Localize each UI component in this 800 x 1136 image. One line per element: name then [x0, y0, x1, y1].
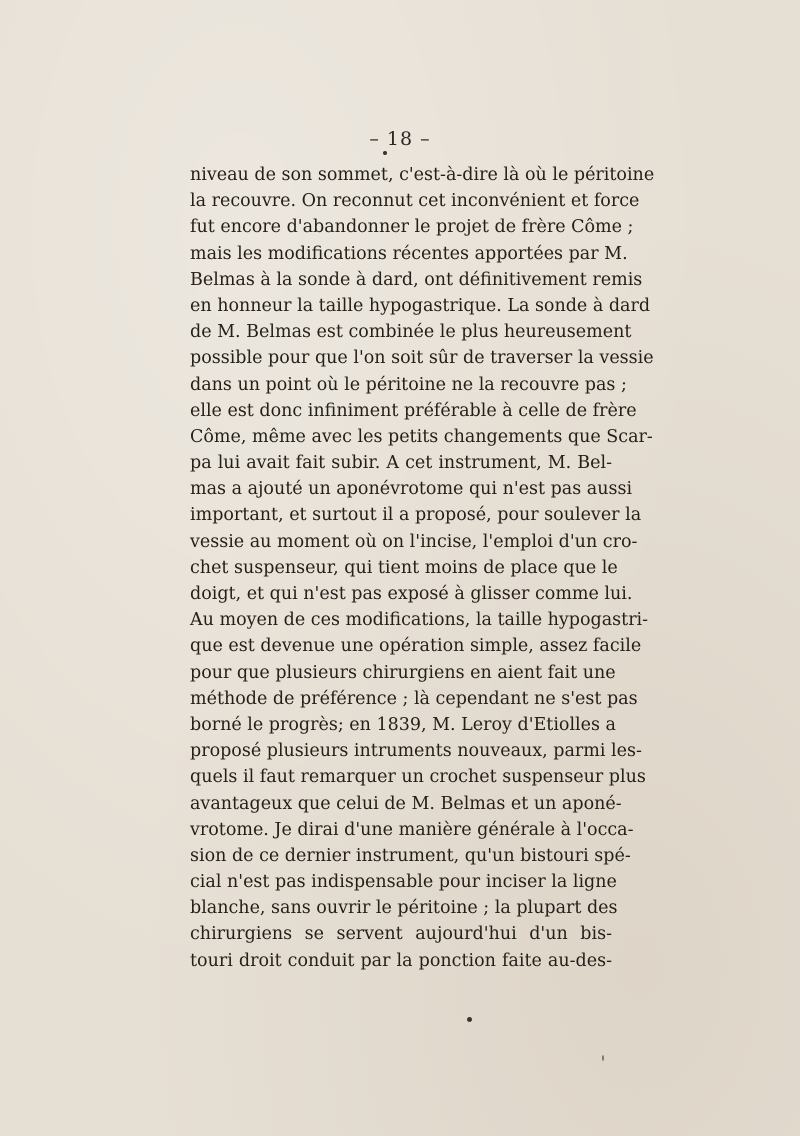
text-line: pa lui avait fait subir. A cet instrument, M. Bel- — [190, 453, 612, 474]
text-line: fut encore d'abandonner le projet de frère Côme ; — [190, 217, 634, 238]
text-line: avantageux que celui de M. Belmas et un aponé- — [190, 793, 622, 814]
text-line: chet suspenseur, qui tient moins de place que le — [190, 557, 618, 578]
paper-speck — [467, 1017, 472, 1022]
text-line: Au moyen de ces modifications, la taille hypogastri- — [190, 610, 649, 631]
body-text — [190, 162, 655, 974]
text-line: important, et surtout il a proposé, pour soulever la — [190, 505, 642, 526]
text-line: proposé plusieurs intruments nouveaux, parmi les- — [190, 741, 642, 762]
text-line: chirurgiens se servent aujourd'hui d'un bis- — [190, 924, 612, 945]
text-line: blanche, sans ouvrir le péritoine ; la plupart des — [190, 898, 618, 919]
text-line: sion de ce dernier instrument, qu'un bistouri spé- — [190, 845, 631, 866]
text-line: touri droit conduit par la ponction faite au-des- — [190, 950, 612, 971]
text-line: quels il faut remarquer un crochet suspenseur plus — [190, 767, 646, 788]
text-line: cial n'est pas indispensable pour inciser la ligne — [190, 872, 617, 893]
text-line: mais les modifications récentes apportées par M. — [190, 243, 628, 264]
paper-speck — [602, 1055, 604, 1061]
text-line: mas a ajouté un aponévrotome qui n'est pas aussi — [190, 479, 633, 500]
text-line: niveau de son sommet, c'est-à-dire là où le péritoine — [190, 165, 655, 185]
text-line: possible pour que l'on soit sûr de traverser la vessie — [190, 348, 654, 369]
text-line: méthode de préférence ; là cependant ne s'est pas — [190, 688, 638, 709]
text-line: vrotome. Je dirai d'une manière générale à l'occa- — [190, 819, 634, 840]
text-line: dans un point où le péritoine ne la recouvre pas ; — [190, 374, 627, 395]
text-line: borné le progrès; en 1839, M. Leroy d'Etiolles a — [190, 714, 616, 735]
text-line: doigt, et qui n'est pas exposé à glisser comme lui. — [190, 584, 633, 604]
text-line: vessie au moment où on l'incise, l'emploi d'un cro- — [190, 531, 638, 552]
text-line: en honneur la taille hypogastrique. La sonde à dard — [190, 295, 651, 316]
text-line: la recouvre. On reconnut cet inconvénient et force — [190, 191, 640, 212]
text-line: pour que plusieurs chirurgiens en aient fait une — [190, 662, 616, 683]
text-line: de M. Belmas est combinée le plus heureusement — [190, 322, 632, 343]
text-line: que est devenue une opération simple, assez facile — [190, 636, 642, 657]
paper-speck — [383, 151, 387, 155]
text-line: Belmas à la sonde à dard, ont définitivement remis — [190, 269, 643, 290]
page-number: – 18 – — [369, 128, 431, 150]
text-line: elle est donc infiniment préférable à celle de frère — [190, 400, 637, 421]
text-line: Côme, même avec les petits changements que Scar- — [190, 426, 653, 447]
